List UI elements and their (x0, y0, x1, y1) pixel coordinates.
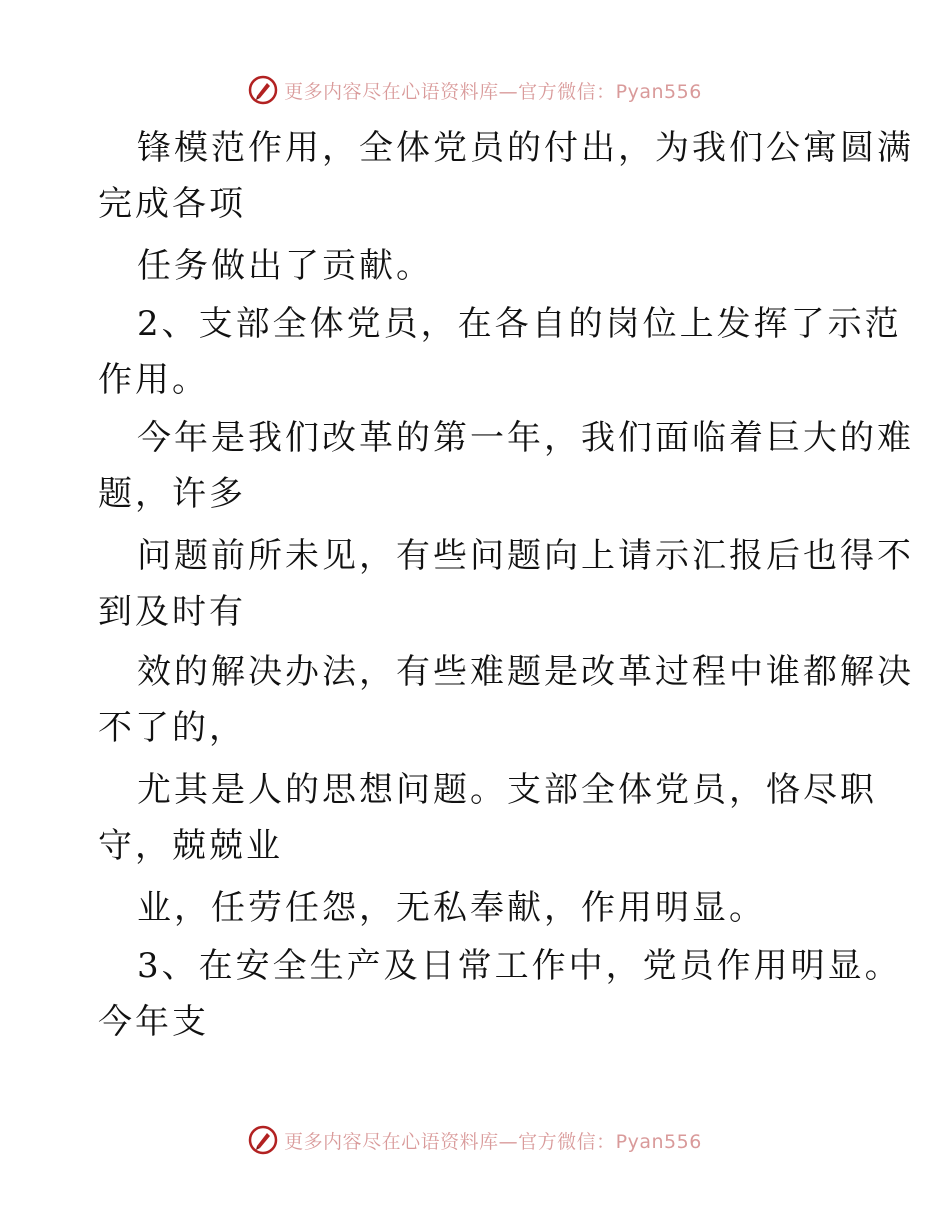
paragraph-line: 完成各项 (98, 184, 246, 224)
footer-banner (0, 1120, 950, 1160)
paragraph-line: 尤其是人的思想问题。支部全体党员，恪尽职 (137, 770, 877, 810)
paragraph-line: 效的解决办法，有些难题是改革过程中谁都解决 (137, 652, 914, 692)
paragraph-line: 今年是我们改革的第一年，我们面临着巨大的难 (137, 418, 914, 458)
paragraph-line: 题，许多 (98, 474, 246, 514)
paragraph-line: 问题前所未见，有些问题向上请示汇报后也得不 (137, 536, 914, 576)
pen-logo-icon (248, 1125, 278, 1155)
paragraph-line: 作用。 (98, 360, 209, 400)
paragraph-line: 不了的， (98, 708, 246, 748)
paragraph-line: 今年支 (98, 1002, 209, 1042)
header-banner (0, 70, 950, 110)
pen-logo-icon (248, 75, 278, 105)
paragraph-line: 3、在安全生产及日常工作中，党员作用明显。 (137, 946, 902, 986)
paragraph-line: 守，兢兢业 (98, 826, 283, 866)
paragraph-line: 2、支部全体党员，在各自的岗位上发挥了示范 (137, 304, 902, 344)
header-banner-text: 更多内容尽在心语资料库—官方微信：Pyan556 (284, 80, 702, 103)
paragraph-line: 业，任劳任怨，无私奉献，作用明显。 (137, 888, 766, 928)
paragraph-line: 任务做出了贡献。 (137, 246, 433, 286)
footer-banner-text: 更多内容尽在心语资料库—官方微信：Pyan556 (284, 1130, 702, 1153)
paragraph-line: 到及时有 (98, 592, 246, 632)
paragraph-line: 锋模范作用，全体党员的付出，为我们公寓圆满 (137, 128, 914, 168)
